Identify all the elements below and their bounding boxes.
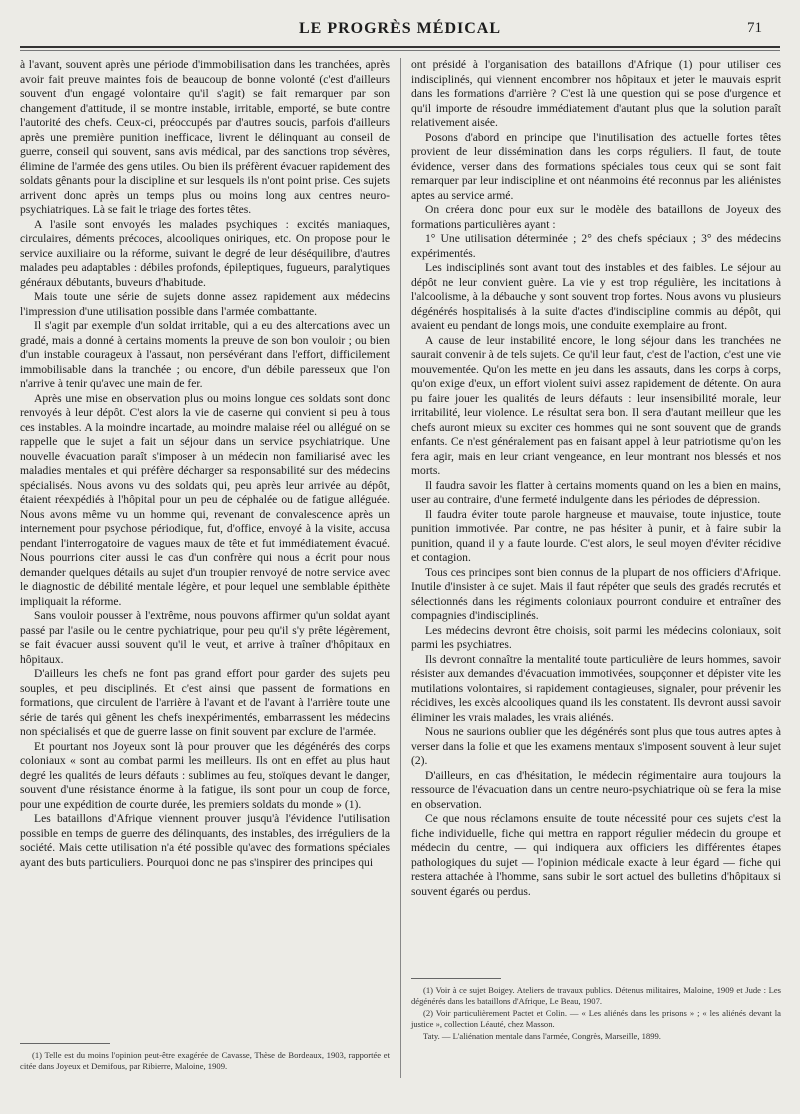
paragraph: Et pourtant nos Joyeux sont là pour prouver que les dégénérés des corps coloniaux « sont au combat parmi les meilleurs. Ils ont en effet au plus haut degré les qualités de leurs défauts : sublimes au feu, stoïques devant le danger, souvent d'une résistance énorme à la fatigue, ils sont pour un coup de force, pour une expédition de courte durée, les premiers soldats du monde » (1).: [20, 739, 390, 811]
paragraph: D'ailleurs les chefs ne font pas grand effort pour garder des sujets peu souples, et peu disciplinés. Et c'est ainsi que passent de formations en formations, que circulent de l'arrière à l'avant et de l'avant à l'arrière toute une série de tarés qui gênent les chefs inexpérimentés, embarrassent les médecins non spécialisés et que de guerre lasse on finit souvent par exclure de l'armée.: [20, 667, 390, 738]
footnote: (1) Telle est du moins l'opinion peut-être exagérée de Cavasse, Thèse de Bordeaux, 1903, rapportée et citée dans Joyeux et Demifous, par Ribierre, Maloine, 1909.: [20, 1050, 390, 1071]
footnote: (2) Voir particulièrement Pactet et Colin. — « Les aliénés dans les prisons » ; « les aliénés devant la justice », collection Léauté, chez Masson.: [411, 1008, 781, 1029]
paragraph: Il faudra savoir les flatter à certains moments quand on les a bien en mains, user au contraire, d'une fermeté indulgente dans les périodes de dépression.: [411, 478, 781, 506]
page-header: [20, 20, 780, 44]
paragraph: Ce que nous réclamons ensuite de toute nécessité pour ces sujets c'est la fiche individuelle, fiche qui mettra en rapport régulier médecin du groupe et médecin du centre, — qui indiquera aux officiers les différentes étapes pathologiques du sujet — l'opinion médicale exacte à leur égard — fiche qui restera attachée à l'homme, sans subir le sort actuel des bulletins d'hôpitaux si souvent égarés ou perdus.: [411, 812, 781, 898]
page-number: 71: [747, 20, 762, 36]
footnote-rule: [20, 1043, 110, 1044]
paragraph: ont présidé à l'organisation des bataillons d'Afrique (1) pour utiliser ces indisciplinés, qui viennent encombrer nos hôpitaux et jeter le mauvais esprit dans les formations d'arrière ? C'est là une question qui se pose d'urgence et qu'il importe de résoudre immédiatement d'autant plus que la solution paraît relativement aisée.: [411, 58, 781, 129]
footnote: (1) Voir à ce sujet Boigey. Ateliers de travaux publics. Détenus militaires, Maloine, 1909 et Jude : Les dégénérés dans les bataillons d'Afrique, Le Beau, 1907.: [411, 985, 781, 1006]
header-rule: [20, 46, 780, 51]
journal-title: LE PROGRÈS MÉDICAL: [298, 20, 502, 37]
column-divider: [400, 58, 401, 1078]
footnote: Taty. — L'aliénation mentale dans l'armée, Congrès, Marseille, 1899.: [423, 1031, 661, 1041]
paragraph: Les indisciplinés sont avant tout des instables et des faibles. Le séjour au dépôt ne leur convient guère. La vie y est trop régulière, les incitations à l'alcoolisme, à la débauche y sont souvent trop fortes. Nous avons vu plusieurs dégénérés hospitalisés à la suite d'actes d'indiscipline commis au dépôt, qui avaient eu pendant de longs mois, une conduite exemplaire au front.: [411, 261, 781, 332]
right-column: [411, 58, 781, 899]
footnotes-left: [20, 1050, 390, 1073]
paragraph: Nous ne saurions oublier que les dégénérés sont plus que tous autres aptes à verser dans la folie et que les examens mentaux s'imposent souvent à leur sujet (2).: [411, 725, 781, 767]
footnotes-right: [411, 985, 781, 1043]
paragraph: Posons d'abord en principe que l'inutilisation des actuelle fortes têtes provient de leur dissémination dans les corps réguliers. Il faut, de toute évidence, verser dans des formations spéciales tous ceux qui se sont fait remarquer par leur indiscipline et ont néanmoins été reconnus par les aliénistes aptes au service armé.: [411, 130, 781, 202]
paragraph: Il s'agit par exemple d'un soldat irritable, qui a eu des altercations avec un gradé, mais a donné à certains moments la preuve de son bon vouloir ; ou bien d'un instable courageux à l'assaut, non persévérant dans l'effort, difficilement immobilisable dans la tranchée ; ou encore, d'un débile paresseux que l'on n'arrive à tenir qu'avec une main de fer.: [20, 319, 390, 390]
footnote-rule: [411, 978, 501, 979]
paragraph: A l'asile sont envoyés les malades psychiques : excités maniaques, circulaires, déments précoces, alcooliques oniriques, etc. On propose pour le service auxiliaire ou la réforme, suivant le degré de leur déséquilibre, d'autres malades peu adaptables : débiles profonds, épileptiques, fugueurs, paralytiques généraux débutants, buveurs d'habitude.: [20, 217, 390, 289]
paragraph: D'ailleurs, en cas d'hésitation, le médecin régimentaire aura toujours la ressource de l'évacuation dans un centre neuro-psychiatrique où se fera la mise en observation.: [411, 768, 781, 811]
paragraph: 1° Une utilisation déterminée ; 2° des chefs spéciaux ; 3° des médecins expérimentés.: [411, 232, 781, 260]
paragraph: Les bataillons d'Afrique viennent prouver jusqu'à l'évidence l'utilisation possible en temps de guerre des délinquants, des instables, des irréguliers de la société. Mais cette utilisation n'a été possible qu'avec des formations spéciales ayant des buts particuliers. Pourquoi donc ne pas s'inspirer des principes qui: [20, 812, 390, 869]
paragraph: A cause de leur instabilité encore, le long séjour dans les tranchées ne saurait convenir à de tels sujets. Ce qu'il leur faut, c'est de l'action, c'est une vie mouvementée. Qu'on les mette en jeu dans les assauts, dans les corps à corps, qu'on exige d'eux, un effort violent suivi assez rapidement de détente. On aura pu faire jouer les qualités de leurs défauts : leur insensibilité morale, leur irritabilité, leur violence. Le résultat sera bon. Il sera d'autant meilleur que les chefs auront mieux su exciter ces hommes qui ne sont souvent que de grands enfants. Ce n'est généralement pas en faisant appel à leur patriotisme qu'on les fera agir, mais en leur criant vengeance, en leur montrant nos blessés et nos morts.: [411, 333, 781, 477]
paragraph: Ils devront connaître la mentalité toute particulière de leurs hommes, savoir résister aux demandes d'évacuation immotivées, soupçonner et dépister vite les mutilations volontaires, si rapidement contagieuses, signaler, pour prévenir les récidives, les excès alcooliques quand ils les constatent. Ils devront aussi savoir éliminer les vrais malades, les vrais aliénés.: [411, 652, 781, 724]
paragraph: Tous ces principes sont bien connus de la plupart de nos officiers d'Afrique. Inutile d'insister à ce sujet. Mais il faut répéter que seuls des gradés recrutés et sélectionnés dans les régiments coloniaux pourront conduire et entraîner des compagnies d'indisciplinés.: [411, 565, 781, 622]
paragraph: On créera donc pour eux sur le modèle des bataillons de Joyeux des formations particulières ayant :: [411, 203, 781, 231]
paragraph: Les médecins devront être choisis, soit parmi les médecins coloniaux, soit parmi les psychiatres.: [411, 623, 781, 651]
left-column: [20, 58, 390, 870]
paragraph: Sans vouloir pousser à l'extrême, nous pouvons affirmer qu'un soldat ayant passé par l'asile ou le centre pychiatrique, pour peu qu'il s'y prête légèrement, se fait évacuer aussi souvent qu'il le veut, et arrive à traîner d'hôpitaux en hôpitaux.: [20, 609, 390, 666]
paragraph: Il faudra éviter toute parole hargneuse et mauvaise, toute injustice, toute punition immotivée. Par contre, ne pas hésiter à punir, et à faire subir la punition, quand il y a faute lourde. C'est alors, le seul moyen d'éviter récidive et contagion.: [411, 507, 781, 564]
paragraph: Après une mise en observation plus ou moins longue ces soldats sont donc renvoyés à leur dépôt. C'est alors la vie de caserne qui convient si peu à tous ces instables. A la moindre incartade, au moindre malaise réel ou allégué on se rappelle que le sujet a fait un séjour dans un service psychiatrique. Une nouvelle évacuation paraît s'imposer à un médecin non familiarisé avec les maladies mentales et qui préfère décharger sa responsabilité sur des médecins spécialisés. Nous avons vu des soldats qui, peu après leur arrivée au dépôt, étaient réexpédiés à l'hôpital pour un peu de céphalée ou de fatigue alléguée. Nous avons même vu un homme qui, revenant de convalescence après un internement pour psychose périodique, fut, d'office, envoyé à la visite, accusa pendant l'interrogatoire de vagues maux de tête et fut immédiatement évacué. Nous pourrions citer aussi le cas d'un confrère qui nous a écrit pour nous demander quelques détails au sujet d'un troupier renvoyé de notre service avec le diagnostic de débilité mentale légère, et pour lequel une semblable épithète impliquait la réforme.: [20, 391, 390, 608]
paragraph: Mais toute une série de sujets donne assez rapidement aux médecins l'impression d'une utilisation possible dans l'armée combattante.: [20, 290, 390, 318]
paragraph: à l'avant, souvent après une période d'immobilisation dans les tranchées, après avoir fait preuve maintes fois de beaucoup de bonne volonté (c'est d'ailleurs souvent d'un engagé volontaire qu'il s'agit) se fait remarquer par son changement d'attitude, il se montre instable, irritable, emporté, se bute contre l'autorité des chefs. Ceux-ci, préoccupés par d'autres soucis, parfois d'ailleurs après une première punition inefficace, livrent le délinquant au conseil de guerre, conseil qui souvent, sans avis médical, par des sanctions trop sévères, élimine de l'armée des gens utiles. Ou bien ils préfèrent évacuer rapidement des soldats gênants pour la discipline et sur lesquels ils n'ont point prise. Ces sujets arrivent donc après un temps plus ou moins long aux centres neuro-psychiatriques. Là se fait le triage des fortes têtes.: [20, 58, 390, 216]
